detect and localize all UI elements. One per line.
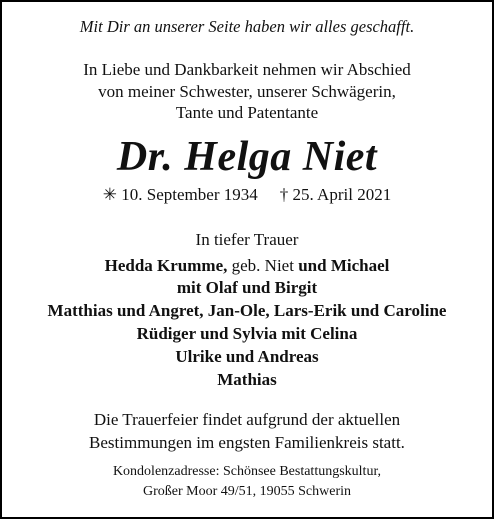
family-name-hedda: Hedda Krumme, — [104, 256, 228, 275]
intro-line-3: Tante und Patentante — [175, 103, 319, 122]
family-maiden-name: geb. Niet — [227, 256, 299, 275]
deceased-name: Dr. Helga Niet — [116, 134, 378, 180]
family-line-4: Rüdiger und Sylvia mit Celina — [136, 324, 358, 343]
death-date: † 25. April 2021 — [279, 185, 392, 204]
family-line-1 — [2, 256, 492, 276]
family-name-michael: und Michael — [298, 256, 390, 275]
funeral-line-2: Bestimmungen im engsten Familienkreis statt. — [89, 433, 405, 452]
intro-line-1: In Liebe und Dankbarkeit nehmen wir Abschied — [83, 60, 411, 79]
condolence-address-line-1: Kondolenzadresse: Schönsee Bestattungskultur, — [112, 464, 382, 479]
intro-line-2: von meiner Schwester, unserer Schwägerin, — [98, 82, 396, 101]
family-line-2: mit Olaf und Birgit — [176, 278, 318, 297]
mourning-intro: In tiefer Trauer — [195, 230, 299, 249]
funeral-line-1: Die Trauerfeier findet aufgrund der aktuellen — [93, 410, 401, 429]
birth-date: ✳ 10. September 1934 — [102, 185, 258, 204]
family-line-3: Matthias und Angret, Jan-Ole, Lars-Erik und Caroline — [47, 301, 447, 320]
motto: Mit Dir an unserer Seite haben wir alles geschafft. — [79, 17, 415, 36]
family-line-5: Ulrike und Andreas — [175, 347, 319, 366]
life-dates — [2, 185, 492, 205]
family-line-6: Mathias — [217, 370, 277, 389]
condolence-address-line-2: Großer Moor 49/51, 19055 Schwerin — [142, 484, 352, 499]
